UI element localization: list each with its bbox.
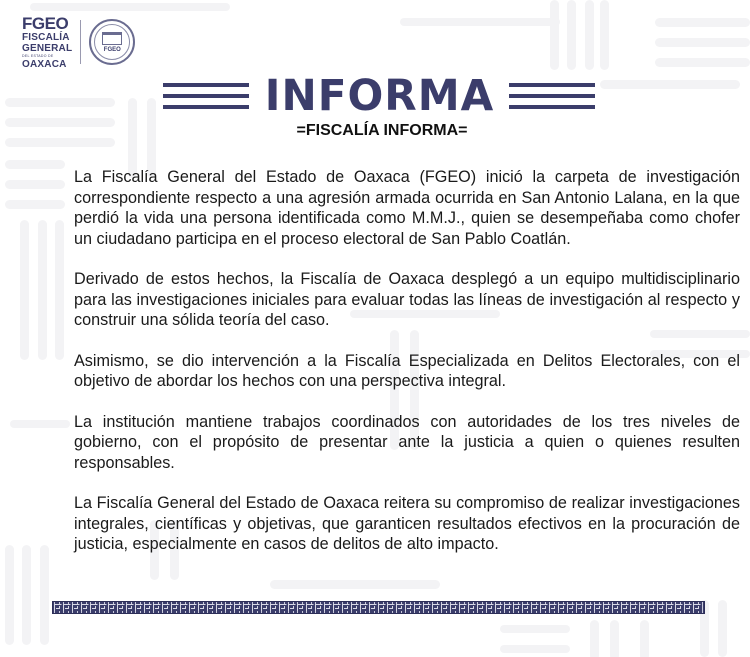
paragraph: La Fiscalía General del Estado de Oaxaca (FGEO) inició la carpeta de investigación correspondiente respecto a una agresión armada ocurrida en San Antonio Lalana, en la que perdió la vida una persona identificada como M.M.J., quien se desempeñaba como chofer un ciudadano participa en el proceso electoral de San Pablo Coatlán. — [74, 168, 740, 248]
decorative-lines-left — [163, 83, 249, 109]
paragraph: La institución mantiene trabajos coordinados con autoridades de los tres niveles de gobierno, con el propósito de presentar ante la justicia a quien o quienes resulten responsables. — [74, 412, 740, 472]
seal-icon — [89, 19, 135, 65]
seal-label: FGEO — [103, 46, 121, 53]
greek-key-border — [52, 601, 705, 614]
paragraph: Asimismo, se dio intervención a la Fiscalía Especializada en Delitos Electorales, con el objetivo de abordar los hechos con una perspectiva integral. — [74, 351, 740, 390]
paragraph: Derivado de estos hechos, la Fiscalía de Oaxaca desplegó a un equipo multidisciplinario para las investigaciones iniciales para evaluar todas las líneas de investigación al respecto y construir una sólida teoría del caso. — [74, 270, 740, 329]
logo-line-3: DEL ESTADO DE — [22, 54, 54, 58]
subtitle-text: =FISCALÍA INFORMA= — [296, 122, 468, 139]
logo-acronym: FGEO — [22, 14, 69, 33]
logo-wordmark — [22, 15, 72, 70]
page-title: INFORMA — [264, 71, 495, 121]
page-subtitle — [0, 122, 750, 140]
building-icon — [102, 32, 122, 45]
logo-line-2: GENERAL — [22, 43, 73, 54]
logo-line-4: OAXACA — [22, 58, 67, 70]
press-release-body — [74, 167, 740, 575]
header — [0, 71, 750, 121]
logo-line-1: FISCALÍA — [22, 32, 70, 43]
logo-divider — [80, 20, 81, 64]
decorative-lines-right — [509, 83, 595, 109]
fgeo-logo — [22, 15, 135, 70]
paragraph: La Fiscalía General del Estado de Oaxaca reitera su compromiso de realizar investigaciones integrales, científicas y objetivas, que garanticen resultados efectivos en la procuración de justicia, especialmente en casos de delitos de alto impacto. — [74, 494, 740, 553]
